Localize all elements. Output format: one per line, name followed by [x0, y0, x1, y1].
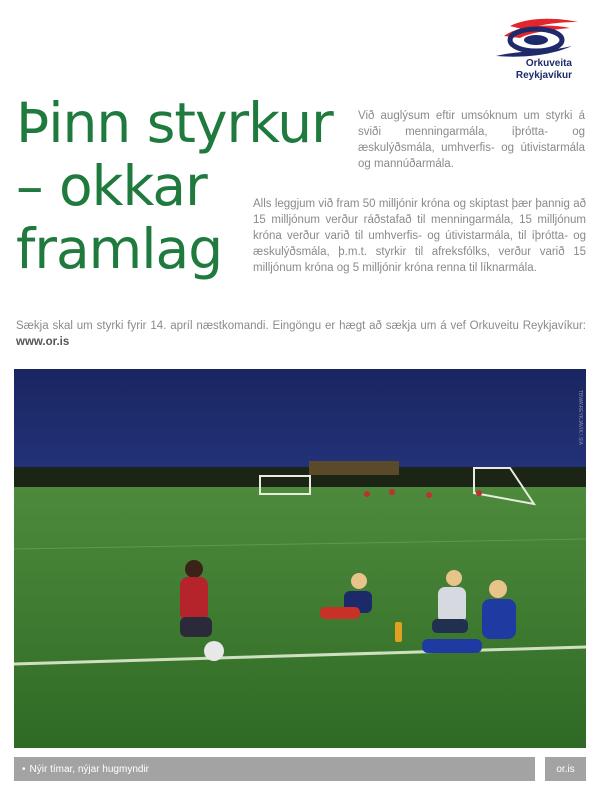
application-text: Sækja skal um styrki fyrir 14. apríl næstkomandi. Eingöngu er hægt að sækja um á vef Orkuveitu Reykjavíkur: — [16, 320, 586, 332]
footer-slogan: Nýir tímar, nýjar hugmyndir — [29, 763, 149, 775]
intro-paragraph: Við auglýsum eftir umsóknum um styrki á sviði menningarmála, íþrótta- og æskulýðsmála, umhverfis- og útivistarmála og mannúðarmála. — [358, 110, 585, 170]
footer-site-link[interactable]: or.is — [545, 757, 586, 781]
footer-slogan-bar — [14, 757, 535, 781]
website-link[interactable]: www.or.is — [16, 336, 70, 348]
logo-text-line1: Orkuveita — [525, 58, 572, 69]
logo-text-line2: Reykjavíkur — [515, 70, 572, 81]
application-paragraph — [16, 318, 586, 350]
football-field-photo — [14, 369, 586, 748]
funding-paragraph: Alls leggjum við fram 50 milljónir króna og skiptast þær þannig að 15 milljónum verður ráðstafað til menningarmála, 15 milljónum króna verður varið til umhverfis- og útivistarmála, til íþrótta- og æskulýðsmála, þ.m.t. styrkir til afreksfólks, verður varið 15 milljónum króna og 5 milljónir króna renna til líknarmála. — [253, 198, 586, 274]
photo-credit: TBWA\REYKJAVÍK \ SÍA — [577, 390, 583, 446]
headline-line2: – okkar — [16, 154, 207, 218]
headline-line3: framlag — [16, 217, 223, 281]
company-logo — [486, 16, 586, 82]
bullet-icon: • — [22, 763, 26, 775]
swirl-logo-icon — [490, 16, 582, 60]
headline-line1: Þinn styrkur — [16, 91, 333, 155]
